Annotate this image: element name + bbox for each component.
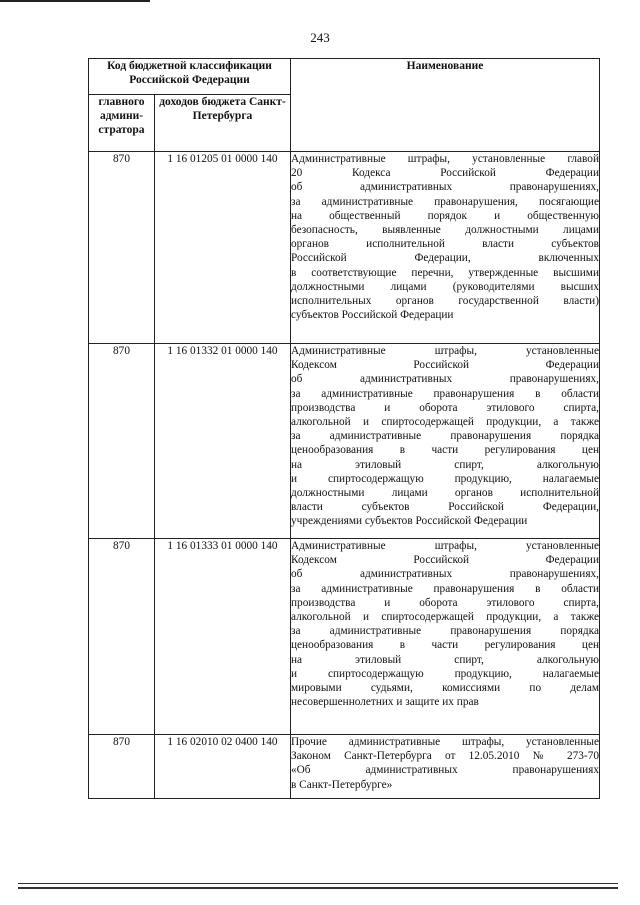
name-line: за административные правонарушения в области: [291, 387, 599, 400]
name-cell: [291, 539, 600, 735]
income-code-cell: 1 16 01205 01 0000 140: [155, 152, 291, 344]
name-line: 20 Кодекса Российской Федерации: [291, 167, 599, 180]
name-line: в Санкт-Петербурге»: [291, 778, 393, 791]
table-row: [89, 539, 600, 735]
name-line: за административные правонарушения, посягающие: [291, 195, 599, 208]
name-line: об административных правонарушениях,: [291, 373, 599, 386]
name-line: Кодексом Российской Федерации: [291, 359, 599, 372]
name-cell: [291, 344, 600, 539]
name-line: Административные штрафы, установленные: [291, 345, 599, 357]
income-code-cell: 1 16 01333 01 0000 140: [155, 539, 291, 735]
name-line: субъектов Российской Федерации: [291, 309, 454, 322]
name-line: мировыми судьями, комиссиями по делам: [291, 682, 599, 695]
admin-code-cell: 870: [89, 735, 155, 799]
name-line: и спиртосодержащую продукцию, налагаемые: [291, 472, 599, 485]
admin-code-cell: 870: [89, 152, 155, 344]
admin-code-cell: 870: [89, 344, 155, 539]
name-line: на этиловый спирт, алкогольную: [291, 458, 599, 471]
name-line: за административные правонарушения в области: [291, 582, 599, 595]
name-cell: [291, 735, 600, 799]
page-number: 243: [310, 30, 330, 45]
name-line: в соответствующие перечни, утвержденные высшими: [291, 266, 599, 279]
name-line: об административных правонарушениях,: [291, 181, 599, 194]
name-line: безопасность, выявленные должностными лицами: [291, 224, 599, 237]
name-line: на общественный порядок и общественную: [291, 209, 599, 222]
footer-rule-thick: [18, 887, 618, 889]
name-line: за административные правонарушения порядка: [291, 625, 599, 638]
name-line: производства и оборота этилового спирта,: [291, 401, 599, 414]
name-cell: [291, 152, 600, 344]
name-line: должностными лицами (руководителями высших: [291, 280, 599, 293]
name-line: на этиловый спирт, алкогольную: [291, 653, 599, 666]
table-row: [89, 344, 600, 539]
header-income: доходов бюджета Санкт-Петербурга: [155, 95, 291, 152]
income-code-cell: 1 16 01332 01 0000 140: [155, 344, 291, 539]
name-line: власти субъектов Российской Федерации,: [291, 501, 599, 514]
name-line: алкогольной и спиртосодержащей продукции, а также: [291, 611, 599, 624]
header-row-group: [89, 59, 600, 95]
name-line: несовершеннолетних и защите их прав: [291, 696, 479, 709]
name-line: производства и оборота этилового спирта,: [291, 596, 599, 609]
name-line: учреждениями субъектов Российской Федерации: [291, 515, 528, 528]
income-code-cell: 1 16 02010 02 0400 140: [155, 735, 291, 799]
name-line: ценообразования в части регулирования цен: [291, 444, 599, 457]
budget-classification-table: [88, 58, 600, 799]
table-row: [89, 152, 600, 344]
name-line: за административные правонарушения порядка: [291, 430, 599, 443]
name-line: об административных правонарушениях,: [291, 568, 599, 581]
footer-rule: [18, 883, 618, 884]
header-budget-code: Код бюджетной классификации Российской Федерации: [89, 59, 291, 95]
name-line: исполнительных органов государственной власти): [291, 295, 599, 308]
name-line: «Об административных правонарушениях: [291, 764, 599, 777]
table-row: [89, 735, 600, 799]
header-admin: главного админи-стратора: [89, 95, 155, 152]
name-line: Российской Федерации, включенных: [291, 252, 599, 265]
name-line: Административные штрафы, установленные главой: [291, 153, 599, 165]
name-line: алкогольной и спиртосодержащей продукции, а также: [291, 416, 599, 429]
name-line: Прочие административные штрафы, установленные: [291, 736, 599, 748]
name-line: и спиртосодержащую продукцию, налагаемые: [291, 667, 599, 680]
header-name: Наименование: [291, 59, 600, 152]
name-line: Административные штрафы, установленные: [291, 540, 599, 552]
top-rule: [0, 0, 150, 2]
name-line: органов исполнительной власти субъектов: [291, 238, 599, 251]
name-line: Законом Санкт-Петербурга от 12.05.2010 № 273-70: [291, 750, 599, 763]
table-body: [89, 152, 600, 799]
admin-code-cell: 870: [89, 539, 155, 735]
name-line: ценообразования в части регулирования цен: [291, 639, 599, 652]
name-line: Кодексом Российской Федерации: [291, 554, 599, 567]
name-line: должностными лицами органов исполнительной: [291, 487, 599, 500]
